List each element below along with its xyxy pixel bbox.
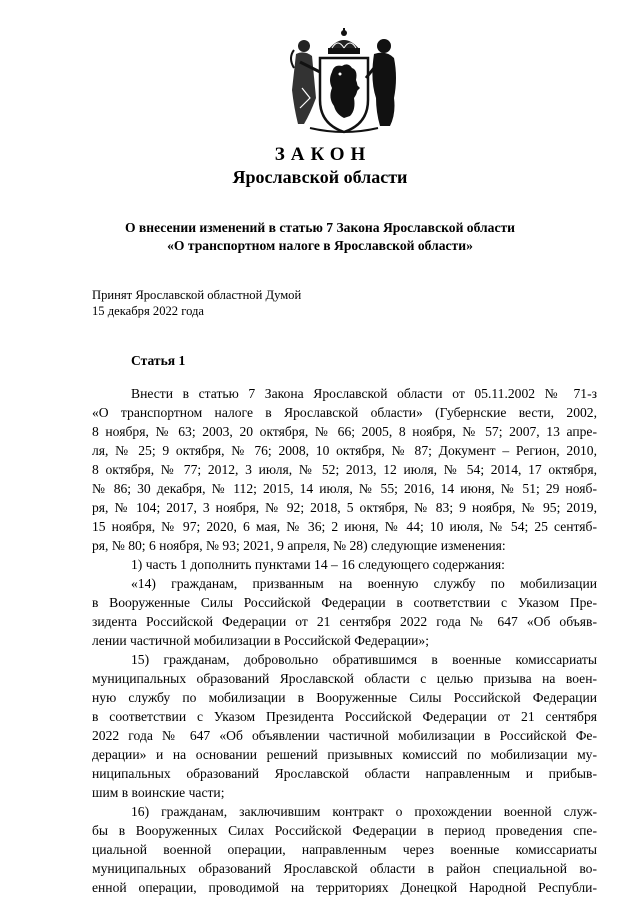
law-region-title: Ярославской области xyxy=(232,167,408,187)
law-title: ЗАКОН xyxy=(274,144,372,165)
article-line: ля, № 25; 9 октября, № 76; 2008, 10 октября, № 87; Документ – Регион, 2010, xyxy=(92,443,597,458)
article-line: бы в Вооруженных Силах Российской Федерации в период проведения спе- xyxy=(92,823,597,838)
adoption-note xyxy=(92,287,301,319)
article-line: № 86; 30 декабря, № 112; 2015, 14 июля, № 55; 2016, 14 июня, № 51; 29 нояб- xyxy=(92,481,597,496)
article-line: 15 ноября, № 97; 2020, 6 мая, № 36; 2 июня, № 44; 10 июля, № 54; 25 сентяб- xyxy=(92,519,597,534)
coat-of-arms-emblem xyxy=(290,28,398,134)
article-line: «О транспортном налоге в Ярославской области» (Губернские вести, 2002, xyxy=(92,405,597,420)
article-line: 15) гражданам, добровольно обратившимся в военные комиссариаты xyxy=(131,652,597,667)
article-line: 16) гражданам, заключившим контракт о прохождении военной служ- xyxy=(131,804,597,819)
article-line: 2022 года № 647 «Об объявлении частичной мобилизации в Российской Фе- xyxy=(92,728,597,743)
article-line: ря, № 104; 2017, 3 ноября, № 92; 2018, 5 октября, № 83; 9 ноября, № 95; 2019, xyxy=(92,500,597,515)
article-line: циальной военной операции, направленным через военные комиссариаты xyxy=(92,842,597,857)
article-line: лении частичной мобилизации в Российской Федерации»; xyxy=(92,633,429,648)
article-line: шим в воинские части; xyxy=(92,785,225,800)
article-line: енной операции, проводимой на территориях Донецкой Народной Республи- xyxy=(92,880,597,895)
article-line: ную службу по мобилизации в Вооруженные Силы Российской Федерации xyxy=(92,690,597,705)
adoption-date: 15 декабря 2022 года xyxy=(92,304,205,318)
left-supporter-figure xyxy=(291,40,320,124)
article-line: «14) гражданам, призванным на военную службу по мобилизации xyxy=(131,576,597,591)
law-subject xyxy=(0,219,640,255)
article-line: 8 ноября, № 63; 2003, 20 октября, № 66; 2005, 8 ноября, № 57; 2007, 13 апре- xyxy=(92,424,597,439)
law-subject-line: О внесении изменений в статью 7 Закона Ярославской области xyxy=(124,220,516,235)
article-line: Внести в статью 7 Закона Ярославской области от 05.11.2002 № 71-з xyxy=(131,386,597,401)
article-body xyxy=(92,365,597,897)
article-line: зидента Российской Федерации от 21 сентября 2022 года № 647 «Об объяв- xyxy=(92,614,597,629)
article-line: муниципальных образований Ярославской области в район специальной во- xyxy=(92,861,597,876)
article-line: в Вооруженные Силы Российской Федерации в соответствии с Указом Пре- xyxy=(92,595,597,610)
shield-icon xyxy=(320,58,368,132)
article-line: ниципальных образований Ярославской области направленным и прибыв- xyxy=(92,766,597,781)
article-line: в соответствии с Указом Президента Российской Федерации от 21 сентября xyxy=(92,709,597,724)
law-subject-line: «О транспортном налоге в Ярославской области» xyxy=(167,238,473,253)
adoption-body: Принят Ярославской областной Думой xyxy=(92,288,302,302)
article-heading: Статья 1 xyxy=(131,353,186,368)
right-supporter-bear xyxy=(366,39,396,126)
article-line: дерации» и на основании решений призывных комиссий по мобилизации му- xyxy=(92,747,597,762)
article-line: ря, № 80; 6 ноября, № 93; 2021, 9 апреля, № 28) следующие изменения: xyxy=(92,538,506,553)
article-line: 1) часть 1 дополнить пунктами 14 – 16 следующего содержания: xyxy=(131,557,505,572)
crown-icon xyxy=(328,28,360,54)
article-line: муниципальных образований Ярославской области с целью призыва на воен- xyxy=(92,671,597,686)
article-line: 8 октября, № 77; 2012, 3 июля, № 52; 2013, 12 июля, № 54; 2014, 17 октября, xyxy=(92,462,597,477)
